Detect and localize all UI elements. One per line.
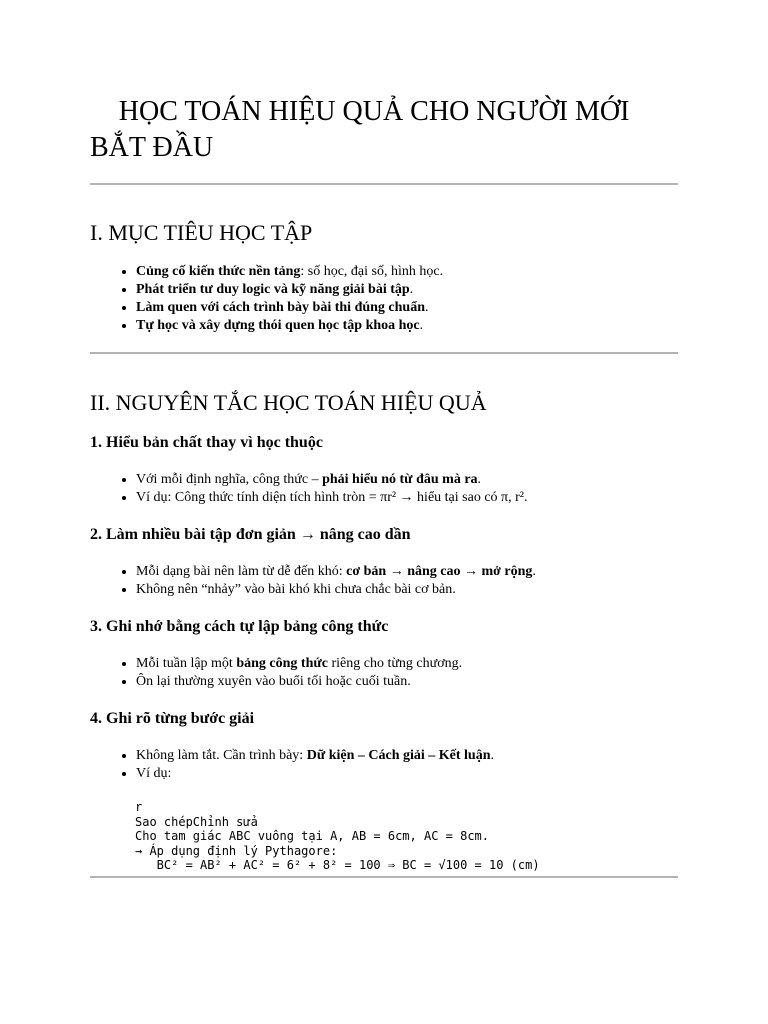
list-item: • Phát triển tư duy logic và kỹ năng giải bài tập. <box>136 281 443 299</box>
divider <box>90 876 678 878</box>
document-title:   HỌC TOÁN HIỆU QUẢ CHO NGƯỜI MỚI BẮT ĐẦU <box>90 96 630 163</box>
section-goals-heading: I. MỤC TIÊU HỌC TẬP <box>90 220 313 245</box>
list-item: • Làm quen với cách trình bày bài thi đúng chuẩn. <box>136 299 443 317</box>
principle-1-list <box>90 471 527 507</box>
list-item: • Củng cố kiến thức nền tảng: số học, đại số, hình học. <box>136 263 443 281</box>
principle-1-heading: 1. Hiểu bản chất thay vì học thuộc <box>90 434 323 451</box>
goals-list <box>90 263 443 335</box>
principle-4-list <box>90 747 494 783</box>
divider <box>90 352 678 354</box>
divider <box>90 183 678 185</box>
section-principles-heading: II. NGUYÊN TẮC HỌC TOÁN HIỆU QUẢ <box>90 390 487 415</box>
list-item: • Ví dụ: <box>136 765 494 783</box>
list-item: • Với mỗi định nghĩa, công thức – phải hiểu nó từ đâu mà ra. <box>136 471 527 489</box>
principle-4-heading: 4. Ghi rõ từng bước giải <box>90 710 255 727</box>
list-item: • Không nên “nhảy” vào bài khó khi chưa chắc bài cơ bản. <box>136 581 536 599</box>
list-item: • Ví dụ: Công thức tính diện tích hình tròn = πr² → hiểu tại sao có π, r². <box>136 489 527 507</box>
list-item: • Ôn lại thường xuyên vào buổi tối hoặc cuối tuần. <box>136 673 462 691</box>
principle-2-heading: 2. Làm nhiều bài tập đơn giản → nâng cao dần <box>90 526 411 543</box>
list-item: • Mỗi dạng bài nên làm từ dễ đến khó: cơ bản → nâng cao → mở rộng. <box>136 563 536 581</box>
principle-2-list <box>90 563 536 599</box>
principle-3-list <box>90 655 462 691</box>
list-item: • Tự học và xây dựng thói quen học tập khoa học. <box>136 317 443 335</box>
principle-3-heading: 3. Ghi nhớ bằng cách tự lập bảng công thức <box>90 618 389 635</box>
list-item: • Mỗi tuần lập một bảng công thức riêng cho từng chương. <box>136 655 462 673</box>
example-code-block: r Sao chépChỉnh sửa Cho tam giác ABC vuông tại A, AB = 6cm, AC = 8cm. → Áp dụng định lý Pythagore: BC² = AB² + AC² = 6² + 8² = 100 ⇒ BC = √100 = 10 (cm) <box>135 800 540 872</box>
list-item: • Không làm tắt. Cần trình bày: Dữ kiện – Cách giải – Kết luận. <box>136 747 494 765</box>
